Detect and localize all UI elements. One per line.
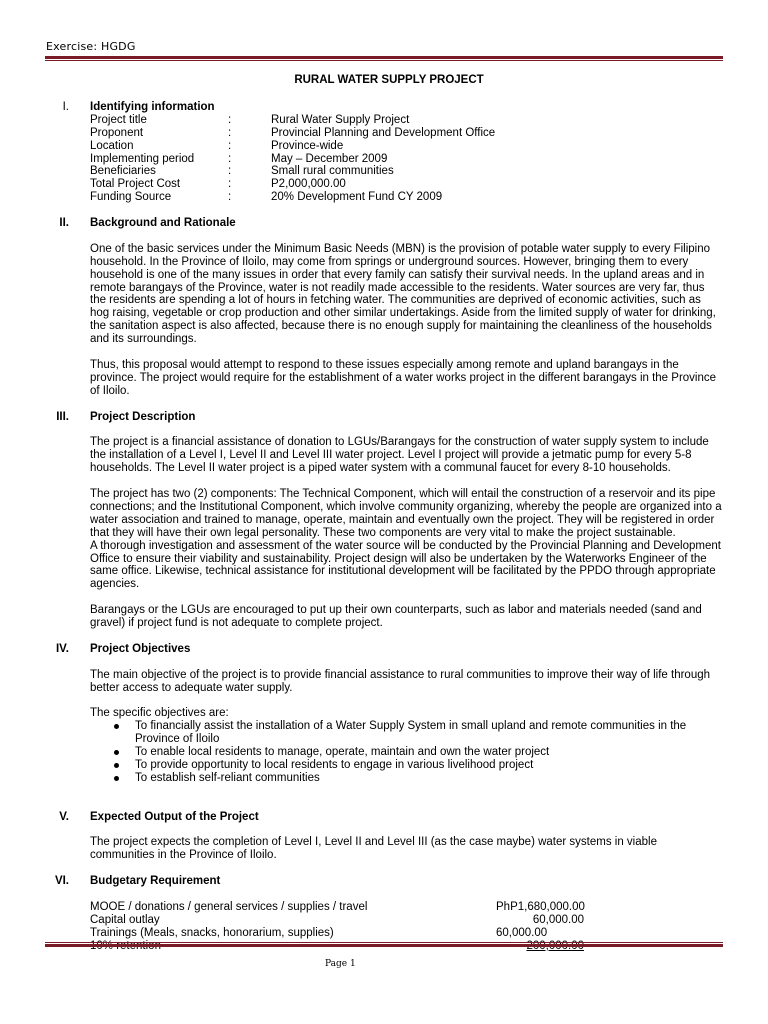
info-separator: : [228, 165, 232, 178]
objectives-list [90, 720, 723, 785]
section-number: IV. [55, 642, 69, 655]
section-heading: Identifying information [90, 100, 215, 113]
section-number: II. [59, 217, 69, 230]
document-title: RURAL WATER SUPPLY PROJECT [294, 74, 484, 86]
info-value: 20% Development Fund CY 2009 [271, 191, 443, 204]
info-separator: : [228, 126, 232, 139]
section-project-description [45, 411, 723, 630]
paragraph: Thus, this proposal would attempt to respond to these issues especially among remote and upland barangays in the province. The project would require for the establishment of a water works project in the different barangays in the Province of Iloilo. [90, 358, 717, 397]
section-heading: Project Objectives [90, 642, 191, 655]
info-label: Location [90, 139, 134, 152]
info-value: May – December 2009 [271, 152, 388, 165]
budget-amount: 60,000.00 [532, 913, 584, 926]
paragraph: A thorough investigation and assessment of the water source will be conducted by the Provincial Planning and Development Office to ensure their viability and sustainability. Project design will also be undertaken by the Waterworks Engineer of the same office. Likewise, technical assistance for institutional development will be facilitated by the PPDO through appropriate agencies. [90, 539, 721, 591]
info-separator: : [228, 152, 232, 165]
info-label: Beneficiaries [90, 165, 156, 178]
section-project-objectives [45, 643, 723, 785]
budget-row [90, 914, 723, 927]
section-number: III. [56, 410, 69, 423]
info-separator: : [228, 139, 232, 152]
paragraph: The project is a financial assistance of donation to LGUs/Barangays for the construction of water supply system to include the installation of a Level I, Level II and Level III water project. Level I project will provide a jetmatic pump for every 5-8 households. The Level II water project is a piped water system with a communal faucet for every 8-10 households. [90, 436, 709, 475]
budget-item: MOOE / donations / general services / supplies / travel [90, 900, 368, 913]
info-value: Small rural communities [271, 165, 394, 178]
paragraph: The project has two (2) components: The Technical Component, which will entail the construction of a reservoir and its pipe connections; and the Institutional Component, which involve community organizing, whereby the people are organized into a water association and trained to manage, operate, maintain and eventually own the project. They will be registered in order that they will have their own legal personality. These two components are very vital to make the project sustainable. [90, 488, 722, 539]
info-row [90, 153, 723, 166]
section-background [45, 217, 723, 398]
paragraph: The project expects the completion of Level I, Level II and Level III (as the case maybe) water systems in viable communities in the Province of Iloilo. [90, 836, 657, 862]
list-item: To provide opportunity to local residents to engage in various livelihood project [135, 759, 723, 772]
footer-rule [45, 942, 723, 947]
section-heading: Background and Rationale [90, 217, 236, 230]
budget-item: Trainings (Meals, snacks, honorarium, supplies) [90, 926, 334, 939]
info-row [90, 114, 723, 127]
info-label: Project title [90, 113, 147, 126]
info-row [90, 165, 723, 178]
budget-row [90, 901, 723, 914]
list-item: To establish self-reliant communities [135, 772, 723, 785]
info-label: Proponent [90, 126, 144, 139]
header-rule [45, 56, 723, 61]
section-identifying-information [45, 101, 723, 204]
exercise-label: Exercise: HGDG [46, 40, 136, 53]
specific-objectives-intro: The specific objectives are: [90, 707, 229, 720]
budget-amount: 60,000.00 [496, 926, 548, 939]
section-number: VI. [54, 875, 69, 888]
list-item: To financially assist the installation of a Water Supply System in small upland and remote communities in the Province of Iloilo [135, 720, 723, 746]
info-label: Funding Source [90, 191, 172, 204]
info-value: Provincial Planning and Development Office [271, 126, 496, 139]
budget-item: Capital outlay [90, 913, 160, 926]
info-separator: : [228, 178, 232, 191]
main-objective: The main objective of the project is to provide financial assistance to rural communities to improve their way of life through better access to adequate water supply. [90, 668, 711, 694]
info-separator: : [228, 113, 232, 126]
info-value: P2,000,000.00 [271, 178, 346, 191]
section-heading: Expected Output of the Project [90, 810, 259, 823]
section-number: V. [59, 810, 69, 823]
section-number: I. [62, 100, 69, 113]
paragraph: Barangays or the LGUs are encouraged to put up their own counterparts, such as labor and materials needed (sand and gravel) if project fund is not adequate to complete project. [90, 604, 702, 630]
section-heading: Project Description [90, 410, 196, 423]
budget-amount: PhP1,680,000.00 [496, 900, 585, 913]
page-number: Page 1 [325, 959, 356, 969]
document-body [45, 74, 723, 952]
info-separator: : [228, 191, 232, 204]
section-budgetary-requirement [45, 875, 723, 952]
list-item: To enable local residents to manage, operate, maintain and own the water project [135, 746, 723, 759]
info-label: Total Project Cost [90, 178, 181, 191]
info-row [90, 140, 723, 153]
budget-row [90, 927, 723, 940]
section-heading: Budgetary Requirement [90, 875, 221, 888]
info-row [90, 127, 723, 140]
info-label: Implementing period [90, 152, 195, 165]
section-expected-output [45, 811, 723, 863]
info-row [90, 191, 723, 204]
paragraph: One of the basic services under the Minimum Basic Needs (MBN) is the provision of potable water supply to every Filipino household. In the Province of Iloilo, may come from springs or underground sources. However, bringing them to every household is one of the many issues in order that every family can satisfy their survival needs. In the upland areas and in remote barangays of the Province, water is not readily made accessible to the residents. Water sources are very far, thus the residents are spending a lot of hours in fetching water. The communities are deprived of economic activities, such as hog raising, vegetable or crop production and other similar undertakings. Aside from the limited supply of water for drinking, the sanitation aspect is also affected, because there is no enough supply for maintaining the cleanliness of the households and its surroundings. [90, 242, 716, 346]
info-value: Province-wide [271, 139, 344, 152]
info-value: Rural Water Supply Project [271, 113, 410, 126]
info-row [90, 178, 723, 191]
